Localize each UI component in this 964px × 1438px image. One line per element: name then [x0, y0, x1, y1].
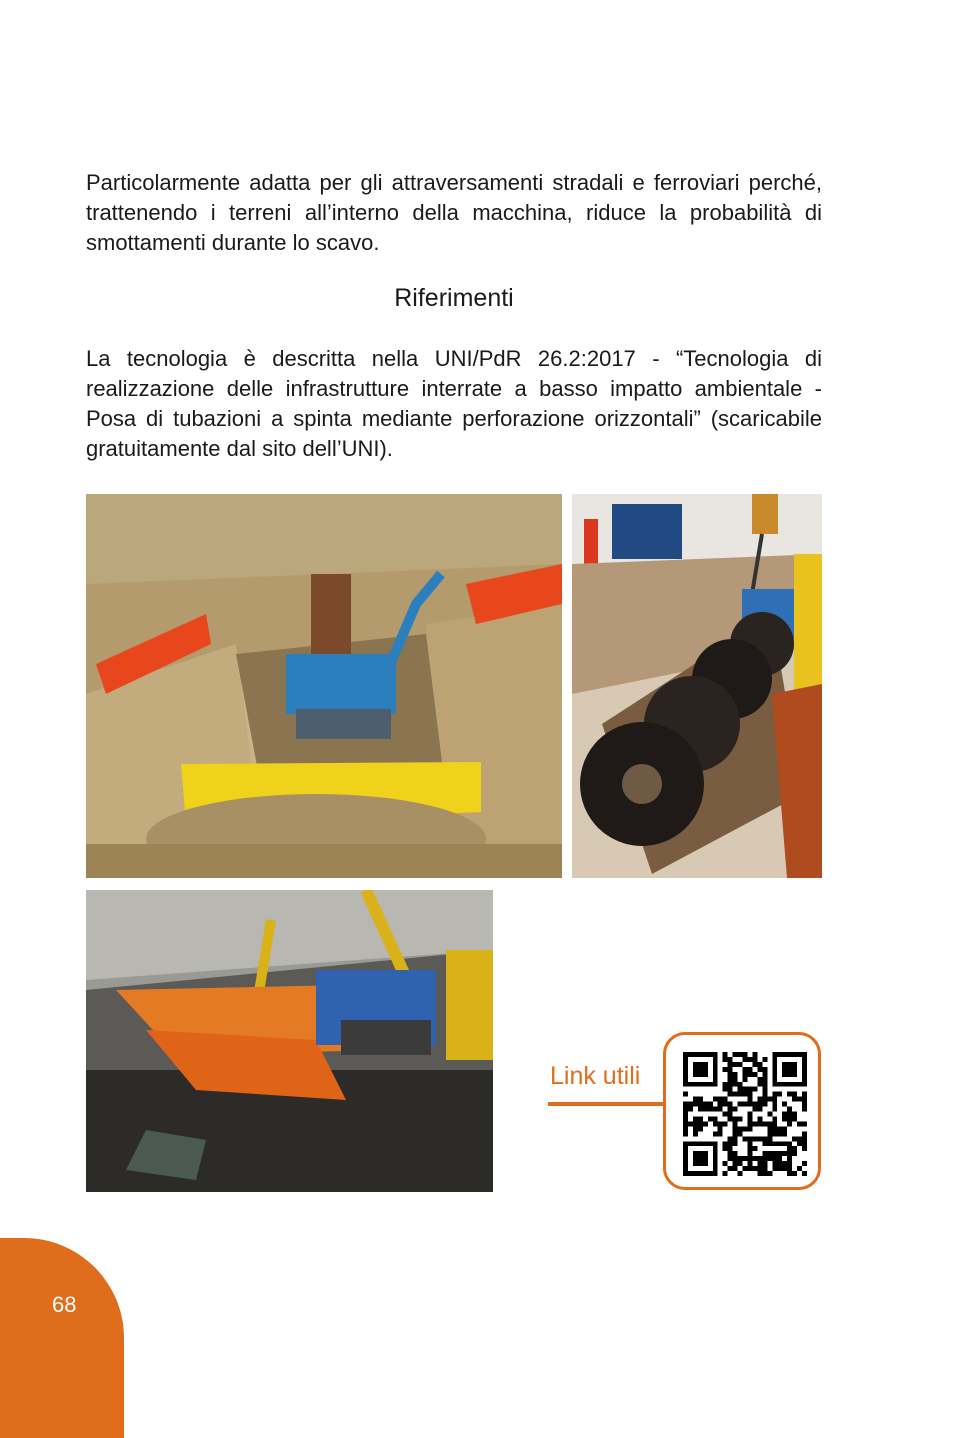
link-connector-line — [548, 1102, 666, 1106]
body-paragraph-2: La tecnologia è descritta nella UNI/PdR 26.2:2017 - “Tecnologia di realizzazione delle infrastrutture interrate a basso impatto ambientale - Posa di tubazioni a spinta mediante perforazione orizzontali” (scaricabile gratuitamente dal sito dell’UNI). — [86, 346, 822, 461]
useful-links-label: Link utili — [550, 1062, 641, 1090]
photo-machine-platform — [86, 890, 493, 1192]
section-heading: Riferimenti — [394, 284, 514, 312]
photo-auger-flights — [572, 494, 822, 878]
photo-boring-machine-trench — [86, 494, 562, 878]
body-paragraph-1: Particolarmente adatta per gli attraversamenti stradali e ferroviari perché, trattenendo i terreni all’interno della macchina, riduce la probabilità di smottamenti durante lo scavo. — [86, 170, 822, 255]
page-number: 68 — [52, 1292, 77, 1317]
qr-code-frame[interactable] — [663, 1032, 821, 1190]
qr-code-icon[interactable] — [683, 1052, 807, 1176]
page-number-tab — [0, 1238, 124, 1438]
